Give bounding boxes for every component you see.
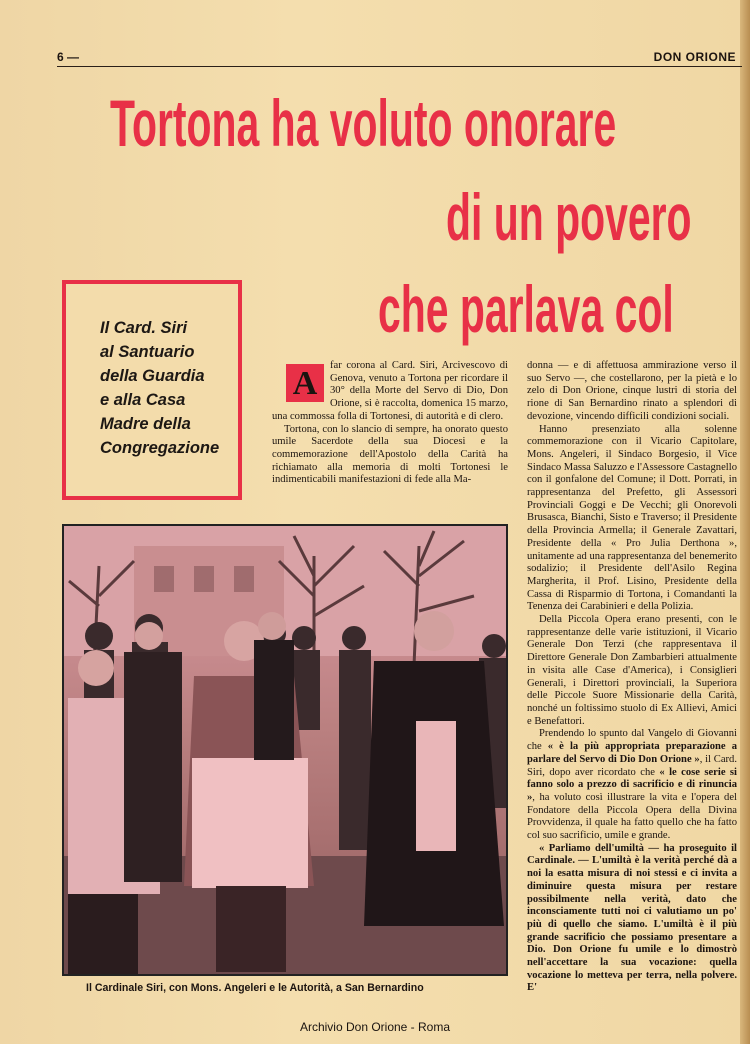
article-paragraph [527,728,737,842]
headline-line-1: Tortona ha voluto onorare [110,86,617,160]
page-number: 6 — [57,50,80,64]
article-column-2 [527,360,737,995]
article-paragraph: donna — e di affettuosa ammirazione verso il suo Servo —, che costellarono, per la pietà e lo zelo di Don Orione, cinque lustri di storia del rione di San Bernardino rinato a splendori di devozione, vincendo difficili condizioni sociali. [527,360,737,422]
article-column-1 [272,360,508,487]
article-paragraph: Della Piccola Opera erano presenti, con le rappresentanze delle varie istituzioni, il Vicario Generale Don Terzi (che rappresentava il Direttore Generale Don Zambarbieri attualmente in visita alle Case d'America), i Consiglieri Generali, i Direttori provinciali, la Superiora delle Piccole Suore Missionarie della Carità, nonché un foltissimo stuolo di Ex Allievi, Amici e Benefattori. [527,614,737,727]
paragraph-text: Prendendo lo spunto dal Vangelo di Giovanni che [527,728,737,753]
quote-bold: « le cose serie si fanno solo a prezzo di sacrificio e di rinuncia » [527,766,737,803]
binding-edge [740,0,750,1044]
article-paragraph: Tortona, con lo slancio di sempre, ha onorato questo umile Sacerdote della sua Diocesi e la commemorazione dell'Apostolo della Carità ha richiamato alla memoria di molti Tortonesi le indimenticabili manifestazioni di fede alla Ma- [272,423,508,486]
paragraph-text: , il Card. Siri, dopo aver ricordato che [527,753,737,778]
running-head: DON ORIONE [653,50,736,64]
paragraph-text: far corona al Card. Siri, Arcivescovo di Genova, venuto a Tortona per ricordare il 30° della Morte del Servo di Dio, Don Orione, si è raccolta, domenica 15 marzo, una commossa folla di Tortonesi, di autorità e di clero. [272,360,508,422]
article-paragraph: Hanno presenziato alla solenne commemorazione con il Vicario Capitolare, Mons. Angeleri, il Sindaco Borgesio, il Vice Sindaco Massa Saluzzo e l'Assessore Castagnello con il gonfalone del Comune; il Dott. Porrati, in rappresentanza del Prefetto, gli Assessori Provinciali Goggi e De Vecchi; gli Onorevoli Brusasca, Bianchi, Sisto e Traverso; il Presidente della Provincia Armella; il Generale Zavattari, Presidente della « Pro Julia Derthona », unitamente ad una rappresentanza del benemerito sodalizio; il Presidente dell'Asilo Regina Margherita, il Prof. Lisino, Presidente della Cassa di Risparmio di Tortona, i Comandanti la Tenenza dei Carabinieri e della Polizia. [527,423,737,613]
sidebar-box-text: Il Card. Siri al Santuario della Guardia e alla Casa Madre della Congregazione [100,319,220,457]
quote-bold: « è la più appropriata preparazione a parlare del Servo di Dio Don Orione » [527,741,737,765]
article-paragraph [272,360,508,424]
sidebar-box [62,280,242,500]
drop-cap: A [286,364,324,402]
paragraph-text: , ha voluto così illustrare la vita e l'opera del Fondatore della Piccola Opera della Divina Provvidenza, il quale ha fatto quello che ha fatto col suo sacrificio, umile e grande. [527,791,737,842]
archive-credit: Archivio Don Orione - Roma [299,1020,451,1034]
procession-photo [62,524,508,976]
headline-line-2: di un povero [446,180,692,254]
headline-line-3: che parlava col [378,272,674,346]
article-paragraph-quote: « Parliamo dell'umiltà — ha proseguito il Cardinale. — L'umiltà è la verità perché dà a noi la esatta misura di noi stessi e ci invita a diminuire questa misura per restare possibilmente nella verità, dato che inconsciamente tutti noi ci valutiamo un po' più di quello che siamo. L'umiltà è il più grande sacrificio che possiamo presentare a Dio. Don Orione fu umile e lo dimostrò nell'accettare la sua vocazione: quella vocazione lo metteva per terra, nella polvere. E' [527,842,737,994]
photo-caption: Il Cardinale Siri, con Mons. Angeleri e le Autorità, a San Bernardino [86,982,424,994]
photo-illustration [64,526,506,974]
header-rule [57,66,742,67]
